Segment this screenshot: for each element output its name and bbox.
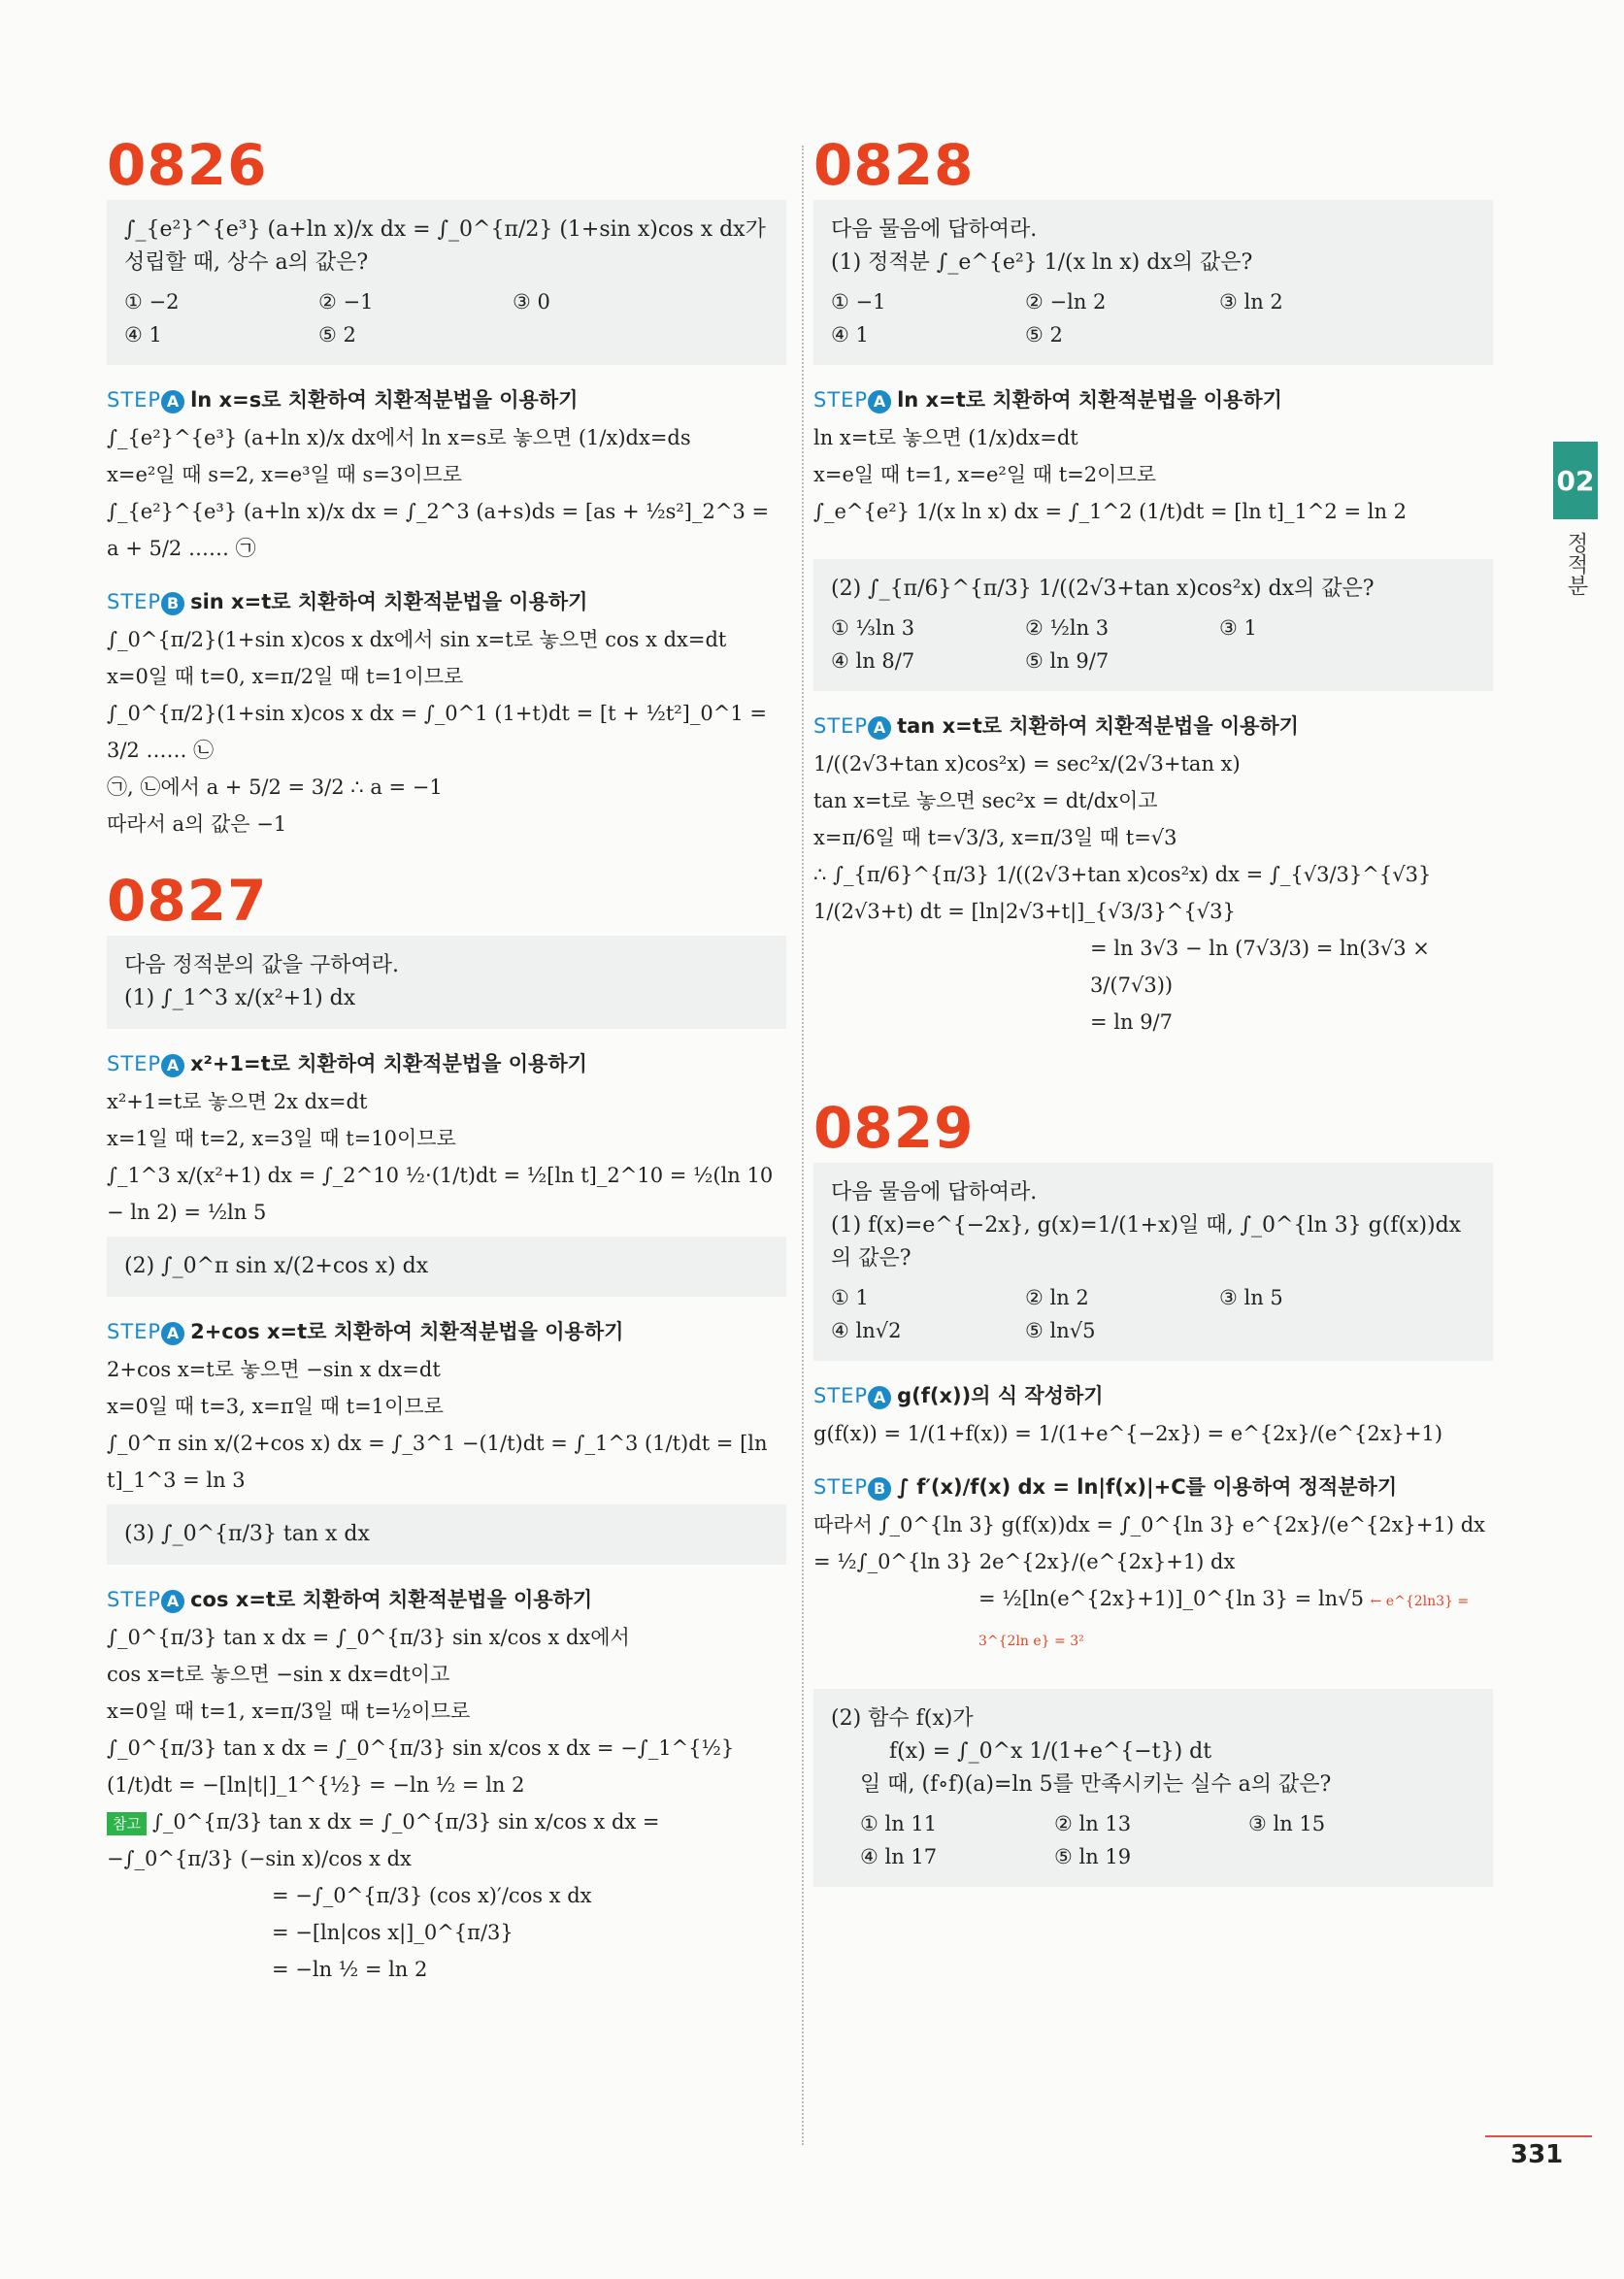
solution-line: ∫_0^{π/3} tan x dx = ∫_0^{π/3} sin x/cos x dx에서 [107, 1626, 630, 1649]
solution-line: x=e일 때 t=1, x=e²일 때 t=2이므로 [813, 463, 1156, 486]
solution-line: ∴ ∫_{π/6}^{π/3} 1/((2√3+tan x)cos²x) dx = ∫_{√3/3}^{√3} 1/(2√3+t) dt = [ln|2√3+t|]_{√3/3}^{√3} [813, 863, 1432, 923]
option: ① −1 [831, 290, 886, 314]
step-heading: STEP A ln x=s로 치환하여 치환적분법을 이용하기 [107, 388, 579, 412]
solution-line: ∫_0^{π/2}(1+sin x)cos x dx에서 sin x=t로 놓으면 cos x dx=dt [107, 628, 727, 651]
problem-0828-box [813, 200, 1493, 365]
solution-line: ln x=t로 놓으면 (1/x)dx=dt [813, 426, 1078, 449]
step-title: x²+1=t로 치환하여 치환적분법을 이용하기 [190, 1052, 587, 1075]
option: ③ ln 5 [1219, 1286, 1283, 1309]
problem-0827-box [107, 936, 786, 1029]
options [831, 285, 1475, 351]
options [831, 1281, 1475, 1347]
option: ② ln 2 [1025, 1286, 1089, 1309]
side-note: ← e^{2ln3} = 3^{2ln e} = 3² [978, 1594, 1470, 1649]
step-heading: STEP B ∫ f′(x)/f(x) dx = ln|f(x)|+C를 이용하여 정적분하기 [813, 1475, 1398, 1499]
step-heading: STEP A cos x=t로 치환하여 치환적분법을 이용하기 [107, 1588, 593, 1611]
option: ① ln 11 [860, 1812, 938, 1835]
chapter-tab: 02 [1553, 442, 1598, 519]
step-title: 2+cos x=t로 치환하여 치환적분법을 이용하기 [190, 1320, 624, 1343]
option: ① −2 [124, 290, 180, 314]
options [831, 1807, 1475, 1873]
option: ⑤ ln√5 [1025, 1319, 1096, 1342]
solution-line: 따라서 ∫_0^{ln 3} g(f(x))dx = ∫_0^{ln 3} e^{2x}/(e^{2x}+1) dx = ½∫_0^{ln 3} 2e^{2x}/(e^{2x}+1) dx [813, 1513, 1486, 1573]
solution-line: ∫_{e²}^{e³} (a+ln x)/x dx = ∫_2^3 (a+s)ds = [as + ½s²]_2^3 = a + 5/2 …… ㉠ [107, 500, 770, 560]
problem-0826-options [124, 285, 769, 351]
reference-text: ∫_0^{π/3} tan x dx = ∫_0^{π/3} sin x/cos x dx = −∫_0^{π/3} (−sin x)/cos x dx [107, 1810, 660, 1870]
problem-number-0828: 0828 [813, 132, 975, 198]
solution-block [107, 1083, 786, 1231]
step-heading: STEP A g(f(x))의 식 작성하기 [813, 1384, 1104, 1407]
option: ⑤ 2 [1025, 323, 1063, 347]
solution-line: 1/((2√3+tan x)cos²x) = sec²x/(2√3+tan x) [813, 752, 1241, 776]
problem-0829-box [813, 1163, 1493, 1361]
solution-line: cos x=t로 놓으면 −sin x dx=dt이고 [107, 1663, 450, 1686]
solution-block [813, 745, 1493, 1040]
page-number: 331 [1510, 2140, 1564, 2169]
option: ③ ln 15 [1248, 1812, 1326, 1835]
solution-line: tan x=t로 놓으면 sec²x = dt/dx이고 [813, 789, 1158, 812]
formula: f(x) = ∫_0^x 1/(1+e^{−t}) dt [889, 1739, 1212, 1764]
solution-line: = ln 9/7 [1090, 1010, 1173, 1034]
option: ③ 0 [513, 290, 550, 314]
solution-line: 2+cos x=t로 놓으면 −sin x dx=dt [107, 1358, 441, 1381]
problem-number-0826: 0826 [107, 132, 268, 198]
subquestion: (1) 정적분 ∫_e^{e²} 1/(x ln x) dx의 값은? [831, 250, 1253, 275]
step-heading: STEP A 2+cos x=t로 치환하여 치환적분법을 이용하기 [107, 1320, 624, 1343]
reference-line [107, 1803, 786, 1877]
options [831, 611, 1475, 677]
step-heading: STEP A tan x=t로 치환하여 치환적분법을 이용하기 [813, 714, 1299, 738]
solution-line: ∫_1^3 x/(x²+1) dx = ∫_2^10 ½·(1/t)dt = ½[ln t]_2^10 = ½(ln 10 − ln 2) = ½ln 5 [107, 1164, 774, 1224]
subquestion: (2) ∫_0^π sin x/(2+cos x) dx [124, 1254, 429, 1278]
subquestion-box [107, 1504, 786, 1565]
solution-line: x=0일 때 t=0, x=π/2일 때 t=1이므로 [107, 665, 464, 688]
option: ③ ln 2 [1219, 290, 1283, 314]
option: ① ⅓ln 3 [831, 616, 915, 640]
problem-0826-box [107, 200, 786, 365]
solution-block [813, 419, 1493, 530]
solution-block [107, 1619, 786, 1988]
step-title: g(f(x))의 식 작성하기 [897, 1384, 1104, 1407]
option: ① 1 [831, 1286, 869, 1309]
reference-line: = −∫_0^{π/3} (cos x)′/cos x dx [272, 1884, 592, 1907]
step-title: ∫ f′(x)/f(x) dx = ln|f(x)|+C를 이용하여 정적분하기 [897, 1475, 1398, 1499]
solution-line: x=π/6일 때 t=√3/3, x=π/3일 때 t=√3 [813, 826, 1177, 849]
option: ⑤ ln 19 [1054, 1845, 1132, 1868]
subquestion: (1) f(x)=e^{−2x}, g(x)=1/(1+x)일 때, ∫_0^{ln 3} g(f(x))dx의 값은? [831, 1213, 1462, 1271]
option: ③ 1 [1219, 616, 1257, 640]
subquestion-box [107, 1237, 786, 1297]
option: ② −ln 2 [1025, 290, 1107, 314]
solution-line: x=0일 때 t=3, x=π일 때 t=1이므로 [107, 1395, 444, 1418]
solution-text: = ½[ln(e^{2x}+1)]_0^{ln 3} = ln√5 [978, 1587, 1364, 1610]
problem-0826-question: ∫_{e²}^{e³} (a+ln x)/x dx = ∫_0^{π/2} (1+sin x)cos x dx가 성립할 때, 상수 a의 값은? [124, 217, 766, 275]
problem-number-0827: 0827 [107, 868, 268, 934]
option: ④ 1 [124, 323, 162, 347]
subquestion-box [813, 559, 1493, 691]
problem-number-0829: 0829 [813, 1095, 975, 1161]
solution-block [107, 1351, 786, 1499]
option: ④ ln 8/7 [831, 649, 915, 673]
right-column [813, 132, 1493, 1906]
solution-line: ∫_0^{π/3} tan x dx = ∫_0^{π/3} sin x/cos x dx = −∫_1^{½}(1/t)dt = −[ln|t|]_1^{½} = −ln ½ = ln 2 [107, 1736, 735, 1797]
solution-line: x²+1=t로 놓으면 2x dx=dt [107, 1090, 368, 1113]
option: ⑤ ln 9/7 [1025, 649, 1110, 673]
subquestion: (1) ∫_1^3 x/(x²+1) dx [124, 986, 356, 1010]
step-title: cos x=t로 치환하여 치환적분법을 이용하기 [190, 1588, 593, 1611]
solution-block [107, 621, 786, 842]
option: ⑤ 2 [318, 323, 356, 347]
step-heading: STEP A ln x=t로 치환하여 치환적분법을 이용하기 [813, 388, 1282, 412]
step-title: sin x=t로 치환하여 치환적분법을 이용하기 [190, 590, 588, 613]
option: ④ 1 [831, 323, 869, 347]
subquestion: (2) ∫_{π/6}^{π/3} 1/((2√3+tan x)cos²x) dx의 값은? [831, 577, 1375, 601]
step-title: ln x=t로 치환하여 치환적분법을 이용하기 [897, 388, 1282, 412]
problem-intro: 다음 물음에 답하여라. [831, 1180, 1038, 1205]
problem-intro: 다음 정적분의 값을 구하여라. [124, 953, 399, 977]
option: ② ln 13 [1054, 1812, 1132, 1835]
page-number-rule [1485, 2135, 1592, 2137]
left-column [107, 132, 786, 1988]
subquestion: (2) 함수 f(x)가 [831, 1706, 974, 1731]
step-title: ln x=s로 치환하여 치환적분법을 이용하기 [190, 388, 579, 412]
chapter-tab-label: 정적분 [1564, 532, 1588, 596]
column-divider [802, 146, 804, 2145]
solution-block [813, 1415, 1493, 1452]
solution-line: x=1일 때 t=2, x=3일 때 t=10이므로 [107, 1127, 456, 1150]
solution-line: ∫_0^{π/2}(1+sin x)cos x dx = ∫_0^1 (1+t)dt = [t + ½t²]_0^1 = 3/2 …… ㉡ [107, 702, 767, 762]
reference-line: = −ln ½ = ln 2 [272, 1958, 428, 1981]
step-heading: STEP B sin x=t로 치환하여 치환적분법을 이용하기 [107, 590, 588, 613]
step-title: tan x=t로 치환하여 치환적분법을 이용하기 [897, 714, 1299, 738]
solution-block [107, 419, 786, 567]
solution-line: ∫_0^π sin x/(2+cos x) dx = ∫_3^1 −(1/t)dt = ∫_1^3 (1/t)dt = [ln t]_1^3 = ln 3 [107, 1432, 768, 1492]
solution-line: x=0일 때 t=1, x=π/3일 때 t=½이므로 [107, 1700, 471, 1723]
option: ④ ln 17 [860, 1845, 938, 1868]
subquestion: (3) ∫_0^{π/3} tan x dx [124, 1522, 370, 1546]
subquestion: 일 때, (f∘f)(a)=ln 5를 만족시키는 실수 a의 값은? [860, 1772, 1332, 1797]
option: ② ½ln 3 [1025, 616, 1110, 640]
problem-intro: 다음 물음에 답하여라. [831, 217, 1038, 242]
solution-line: g(f(x)) = 1/(1+f(x)) = 1/(1+e^{−2x}) = e^{2x}/(e^{2x}+1) [813, 1422, 1443, 1445]
solution-line: x=e²일 때 s=2, x=e³일 때 s=3이므로 [107, 463, 463, 486]
subquestion-box [813, 1689, 1493, 1887]
solution-line: 따라서 a의 값은 −1 [107, 812, 287, 836]
reference-line: = −[ln|cos x|]_0^{π/3} [272, 1921, 514, 1944]
solution-line: ∫_e^{e²} 1/(x ln x) dx = ∫_1^2 (1/t)dt = [ln t]_1^2 = ln 2 [813, 500, 1408, 523]
solution-line: ∫_{e²}^{e³} (a+ln x)/x dx에서 ln x=s로 놓으면 (1/x)dx=ds [107, 426, 691, 449]
solution-line [813, 1580, 1493, 1660]
option: ② −1 [318, 290, 374, 314]
solution-line: ㉠, ㉡에서 a + 5/2 = 3/2 ∴ a = −1 [107, 776, 443, 799]
option: ④ ln√2 [831, 1319, 902, 1342]
solution-block [813, 1506, 1493, 1660]
reference-badge: 참고 [107, 1812, 147, 1835]
step-heading: STEP A x²+1=t로 치환하여 치환적분법을 이용하기 [107, 1052, 587, 1075]
solution-line: = ln 3√3 − ln (7√3/3) = ln(3√3 × 3/(7√3)) [1090, 937, 1430, 997]
